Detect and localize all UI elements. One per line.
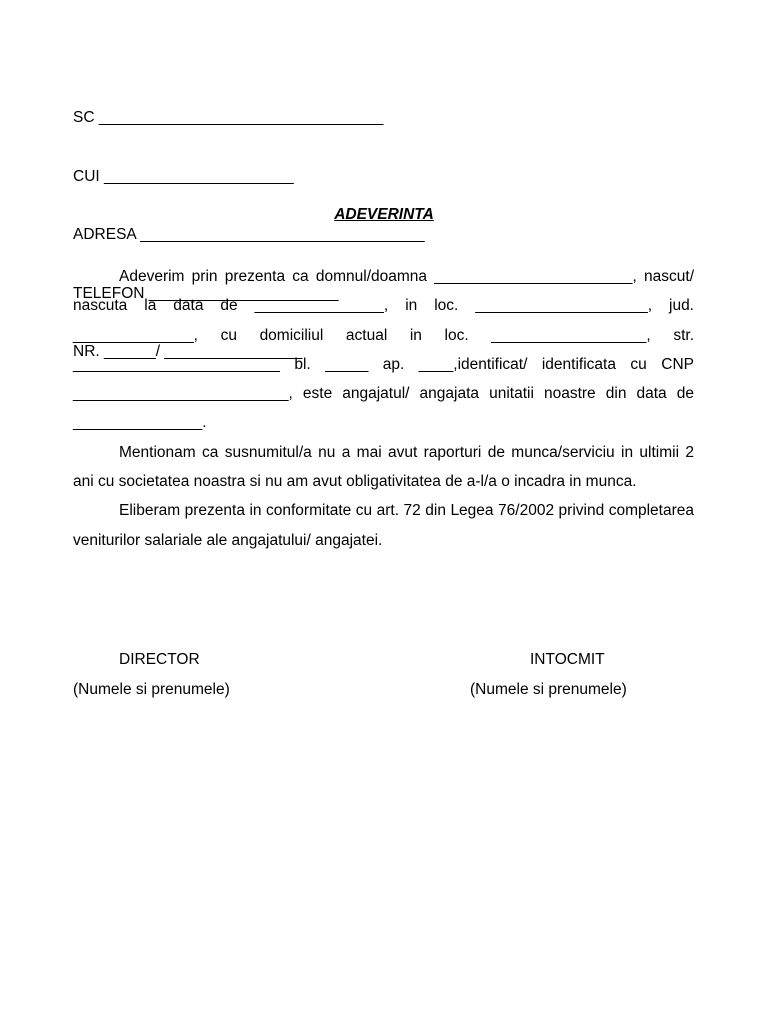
paragraph-issuance: Eliberam prezenta in conformitate cu art. 72 din Legea 76/2002 privind completarea veniturilor salariale ale angajatului/ angajatei. bbox=[73, 502, 694, 549]
sc-line: SC _________________________________ bbox=[73, 109, 384, 126]
nr-line: NR. ______/ ________________ bbox=[73, 343, 303, 360]
director-name-placeholder: (Numele si prenumele) bbox=[73, 681, 230, 698]
telefon-line: TELEFON ______________________ bbox=[73, 284, 339, 302]
intocmit-title: INTOCMIT bbox=[530, 651, 605, 668]
cui-line: CUI ______________________ bbox=[73, 167, 294, 185]
adresa-line: ADRESA _________________________________ bbox=[73, 226, 425, 243]
intocmit-name-placeholder: (Numele si prenumele) bbox=[470, 681, 627, 698]
director-title: DIRECTOR bbox=[119, 651, 200, 668]
document-body bbox=[73, 262, 694, 555]
paragraph-certification: Adeverim prin prezenta ca domnul/doamna _______________________, nascut/ nascuta la data de _______________, in loc. ____________________, jud. ______________, cu domiciliul actual in loc. __________________, str. ________________________ bl. _____ ap. ____,identificat/ identificata cu CNP _________________________, este angajatul/ angajata unitatii noastre din data de _______________. bbox=[73, 268, 694, 432]
document-title: ADEVERINTA bbox=[334, 206, 434, 223]
paragraph-mention: Mentionam ca susnumitul/a nu a mai avut raporturi de munca/serviciu in ultimii 2 ani cu societatea noastra si nu am avut obligativitatea de a-l/a o incadra in munca. bbox=[73, 443, 694, 491]
